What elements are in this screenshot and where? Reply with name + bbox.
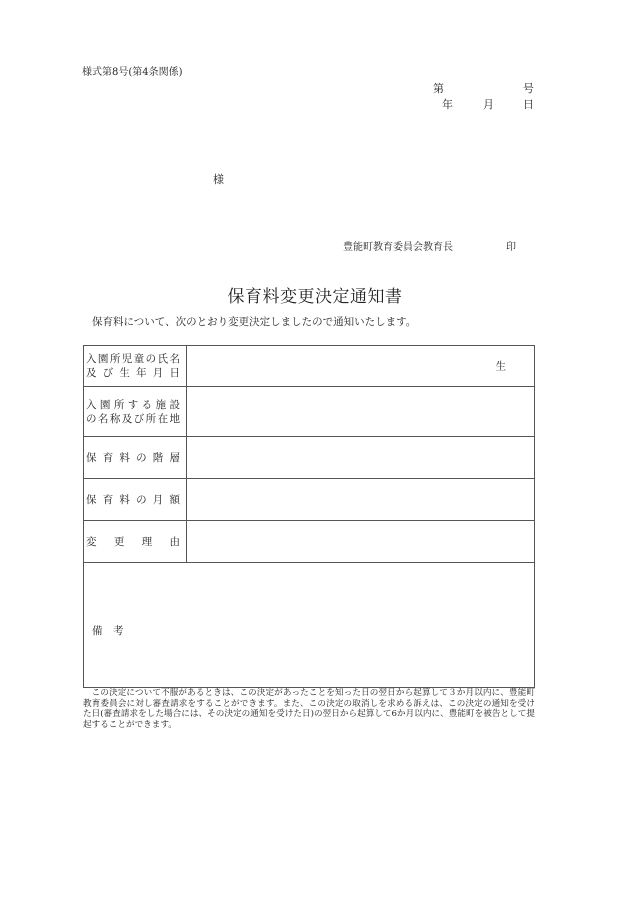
- appeal-footnote: この決定について不服があるときは、この決定があったことを知った日の翌日から起算して３か月以内に、豊能町教育委員会に対し審査請求をすることができます。また、この決定の取消しを求める訴えは、この決定の通知を受けた日(審査請求をした場合には、その決定の通知を受けた日)の翌日から起算して6か月以内に、豊能町を被告として提起することができます。: [83, 688, 535, 730]
- notice-table: [83, 345, 535, 688]
- date-year-label: 年: [442, 98, 453, 111]
- row-label: 入園所する施設 の名称及び所在地: [84, 387, 187, 437]
- table-row-remarks: [84, 563, 535, 688]
- facility-field[interactable]: [187, 387, 535, 437]
- table-row-tier: [84, 437, 535, 479]
- remarks-field[interactable]: [84, 563, 535, 688]
- birth-suffix: 生: [495, 360, 506, 373]
- child-name-birth-field[interactable]: [187, 346, 535, 387]
- change-reason-field[interactable]: [187, 521, 535, 563]
- intro-text: 保育料について、次のとおり変更決定しましたので通知いたします。: [92, 316, 417, 328]
- row-label: 入園所児童の氏名 及び生年月日: [84, 346, 187, 387]
- addressee-honorific: 様: [213, 173, 224, 186]
- remarks-label: 備 考: [92, 624, 124, 637]
- row-label: 保育料の月額: [84, 479, 187, 521]
- issuer-name: 豊能町教育委員会教育長: [343, 242, 453, 253]
- monthly-fee-field[interactable]: [187, 479, 535, 521]
- doc-number-prefix: 第: [433, 82, 444, 95]
- row-label: 保育料の階層: [84, 437, 187, 479]
- doc-number-suffix: 号: [523, 82, 534, 95]
- form-number: 様式第8号(第4条関係): [82, 67, 183, 78]
- table-row-monthly: [84, 479, 535, 521]
- seal-mark: 印: [506, 242, 516, 253]
- fee-tier-field[interactable]: [187, 437, 535, 479]
- date-day-label: 日: [523, 98, 534, 111]
- table-row-child: [84, 346, 535, 387]
- date-month-label: 月: [483, 98, 494, 111]
- table-row-reason: [84, 521, 535, 563]
- table-row-facility: [84, 387, 535, 437]
- document-title: 保育料変更決定通知書: [227, 287, 403, 307]
- row-label: 変更理由: [84, 521, 187, 563]
